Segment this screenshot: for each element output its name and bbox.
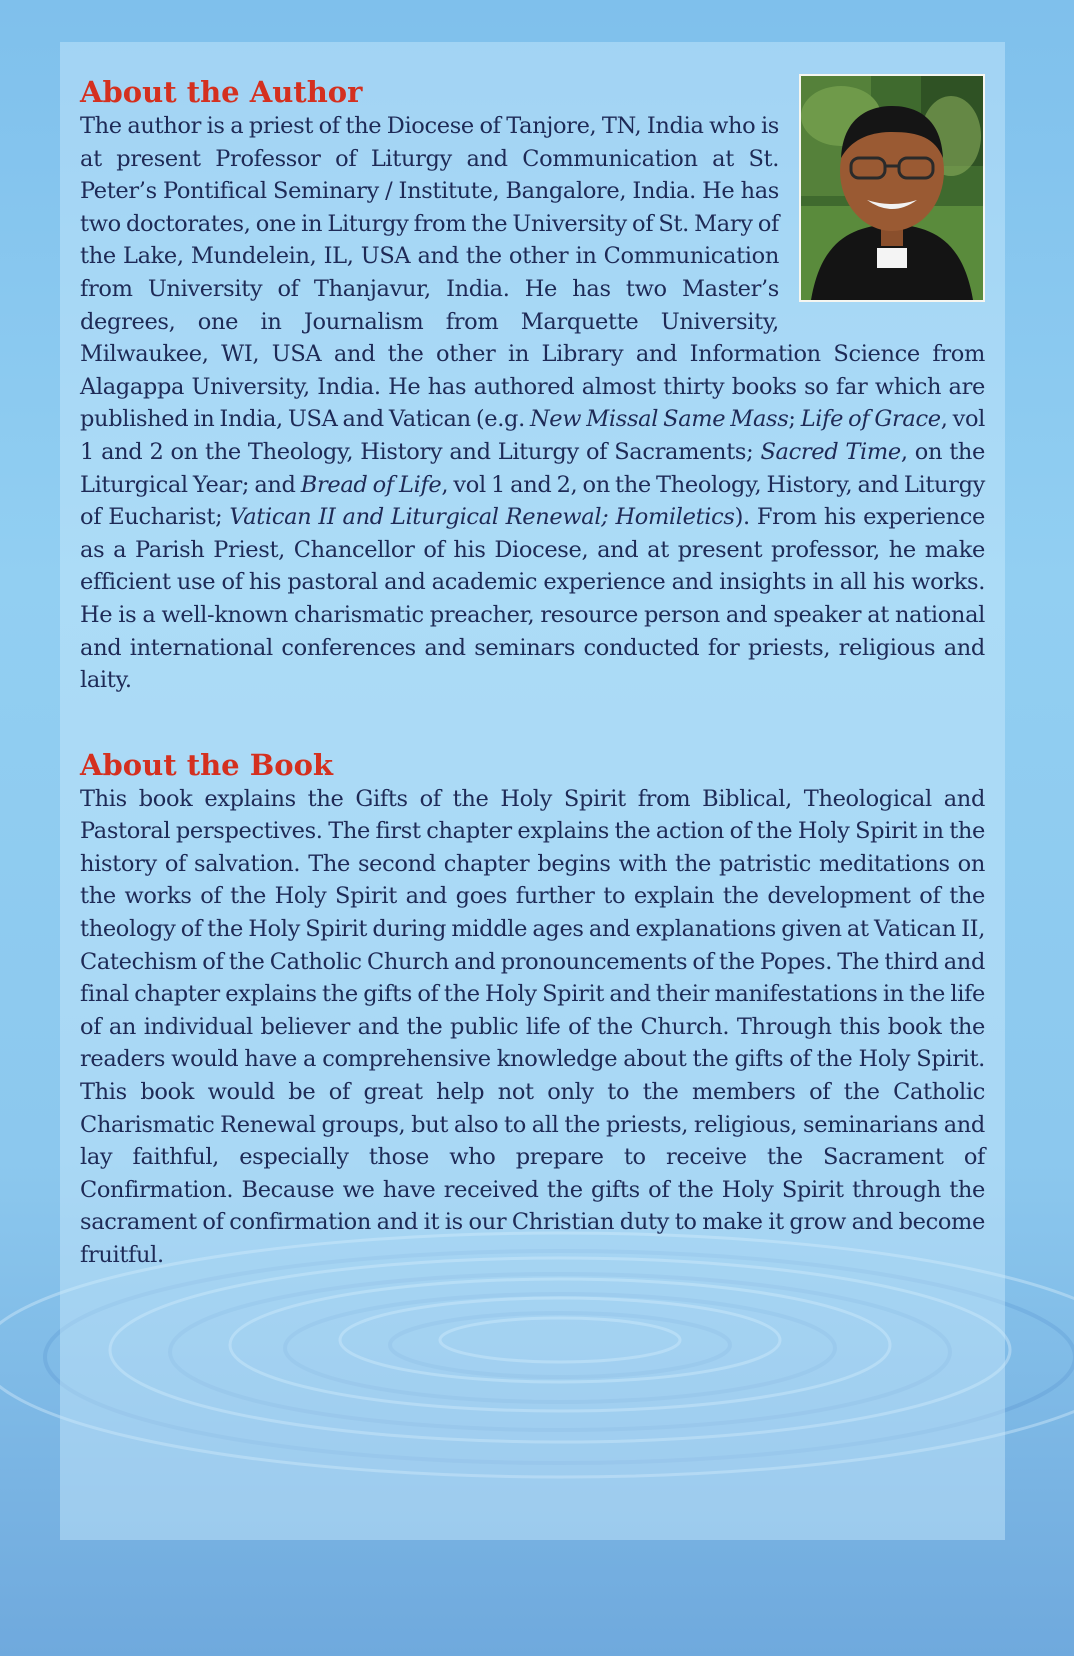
about-book-text: This book explains the Gifts of the Holy Spirit from Biblical, Theological and Pastoral perspectives. The first chapter explains the action of the Holy Spirit in the history of salvation. The second chapter begins with the patristic meditations on the works of the Holy Spirit and goes further to explain the development of the theology of the Holy Spirit during middle ages and explanations given at Vatican II, Catechism of the Catholic Church and pronouncements of the Popes. The third and final chapter explains the gifts of the Holy Spirit and their manifestations in the life of an individual believer and the public life of the Church. Through this book the readers would have a comprehensive knowledge about the gifts of the Holy Spirit. This book would be of great help not only to the members of the Catholic Charismatic Renewal groups, but also to all the priests, religious, seminarians and lay faithful, especially those who prepare to receive the Sacrament of Confirmation. Because we have received the gifts of the Holy Spirit through the sacrament of confirmation and it is our Christian duty to make it grow and become fruitful. bbox=[80, 785, 985, 1268]
author-text-part: , on the Liturgical Year; and bbox=[80, 438, 986, 498]
book-title: Sacred Time bbox=[760, 438, 901, 465]
about-book-heading: About the Book bbox=[80, 747, 334, 782]
about-book-section bbox=[80, 747, 985, 1272]
text-panel bbox=[60, 42, 1005, 1540]
content-column bbox=[80, 74, 985, 1272]
about-author-heading: About the Author bbox=[80, 75, 363, 109]
author-text-part: ). From his experience as a Parish Priest, Chancellor of his Diocese, and at present professor, he make efficient use of his pastoral and academic experience and insights in all his works. He is a well-known charismatic preacher, resource person and speaker at national and international conferences and seminars conducted for priests, religious and laity. bbox=[80, 504, 985, 694]
book-title: Life of Grace bbox=[800, 406, 941, 433]
book-title: Vatican II and Liturgical Renewal; Homiletics bbox=[229, 504, 735, 531]
author-text-part: , vol 1 and 2, on the Theology, History, and Liturgy of Eucharist; bbox=[80, 471, 985, 531]
author-text-separator: ; bbox=[788, 406, 801, 433]
book-title: Bread of Life bbox=[300, 471, 442, 498]
book-title: New Missal Same Mass bbox=[529, 406, 789, 433]
author-text-part: , vol 1 and 2 on the Theology, History and Liturgy of Sacraments; bbox=[80, 406, 985, 465]
author-text-part: The author is a priest of the Diocese of Tanjore, TN, India who is at present Professor of Liturgy and Communication at St. Peter’s Pontifical Seminary / Institute, Bangalore, India. He has two doctorates, one in Liturgy from the University of St. Mary of the Lake, Mundelein, IL, USA and the other in Communication from University of Thanjavur, India. He has two Master’s degrees, one in Journalism from Marquette University, Milwaukee, WI, USA and the other in Library and Information Science from Alagappa University, India. He has authored almost thirty books so far which are published in India, USA and Vatican (e.g. bbox=[80, 113, 985, 433]
author-photo bbox=[799, 74, 985, 302]
